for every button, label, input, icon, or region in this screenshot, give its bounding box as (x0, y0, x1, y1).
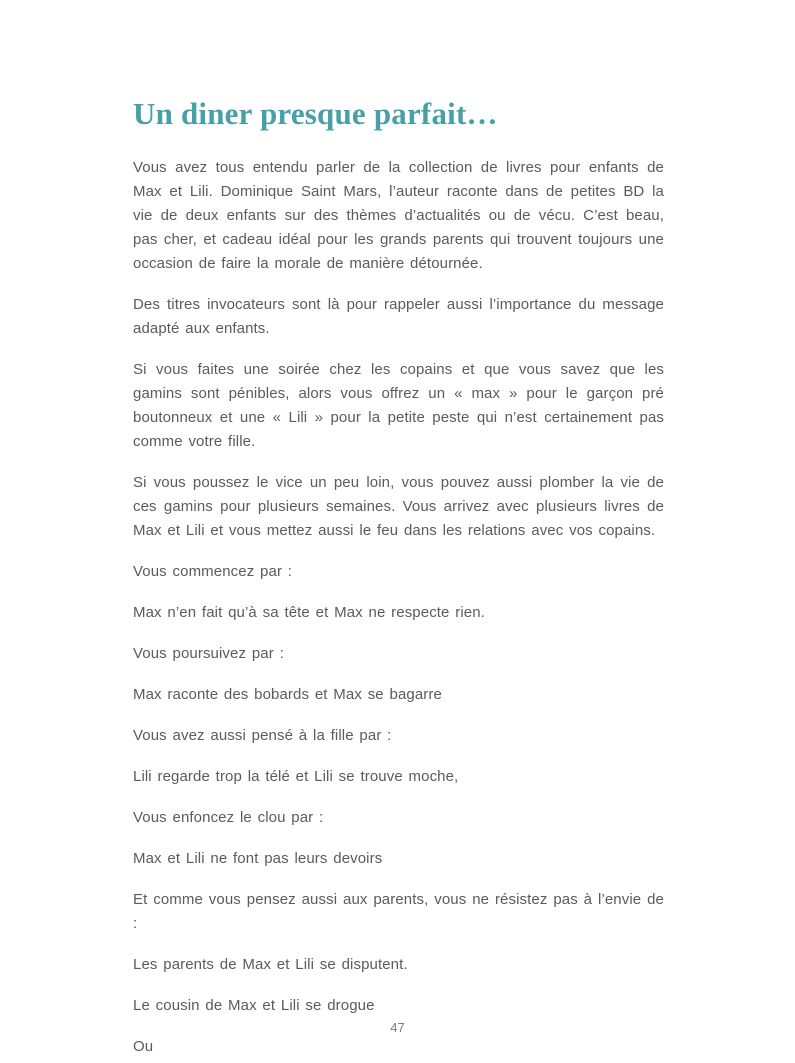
paragraph: Les parents de Max et Lili se disputent. (133, 956, 408, 973)
paragraph: Vous commencez par : (133, 563, 293, 580)
paragraph: Max raconte des bobards et Max se bagarre (133, 686, 442, 703)
paragraph: Max et Lili ne font pas leurs devoirs (133, 850, 383, 867)
paragraph: Si vous faites une soirée chez les copains et que vous savez que les gamins sont pénibles, alors vous offrez un « max » pour le garçon pré boutonneux et une « Lili » pour la petite peste qui n’est certainement pas comme votre fille. (133, 361, 664, 450)
paragraph: Max n’en fait qu’à sa tête et Max ne respecte rien. (133, 604, 485, 621)
paragraph: Lili regarde trop la télé et Lili se trouve moche, (133, 768, 459, 785)
paragraph: Vous poursuivez par : (133, 645, 284, 662)
paragraph: Si vous poussez le vice un peu loin, vous pouvez aussi plomber la vie de ces gamins pour plusieurs semaines. Vous arrivez avec plusieurs livres de Max et Lili et vous mettez aussi le feu dans les relations avec vos copains. (133, 474, 664, 539)
paragraph: Des titres invocateurs sont là pour rappeler aussi l’importance du message adapté aux enfants. (133, 296, 664, 337)
page-title: Un diner presque parfait… (133, 96, 498, 131)
paragraph: Vous enfoncez le clou par : (133, 809, 324, 826)
paragraph: Et comme vous pensez aussi aux parents, vous ne résistez pas à l’envie de : (133, 891, 664, 932)
paragraph: Vous avez aussi pensé à la fille par : (133, 727, 392, 744)
paragraph: Ou (133, 1038, 154, 1055)
page-number: 47 (390, 1020, 405, 1035)
page-footer (0, 1019, 795, 1037)
paragraph: Le cousin de Max et Lili se drogue (133, 997, 375, 1014)
paragraph: Vous avez tous entendu parler de la collection de livres pour enfants de Max et Lili. Dominique Saint Mars, l’auteur raconte dans de petites BD la vie de deux enfants sur des thèmes d’actualités ou de vécu. C’est beau, pas cher, et cadeau idéal pour les grands parents qui trouvent toujours une occasion de faire la morale de manière détournée. (133, 159, 664, 272)
